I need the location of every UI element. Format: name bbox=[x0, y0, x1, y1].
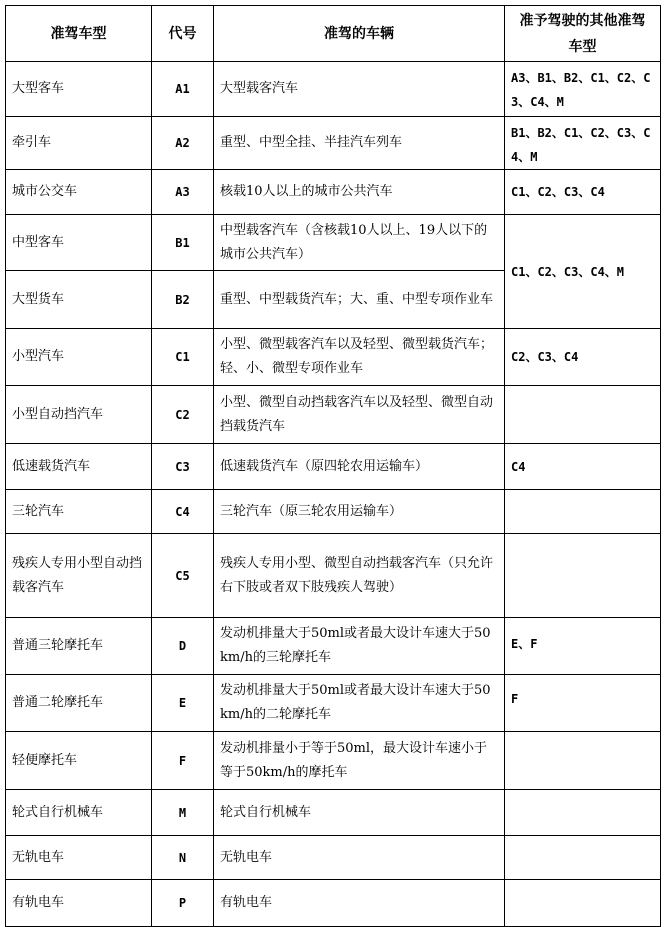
row-other: C1、C2、C3、C4、M bbox=[505, 215, 661, 329]
row-type: 大型货车 bbox=[6, 271, 152, 329]
table-row bbox=[6, 732, 661, 790]
table-row bbox=[6, 880, 661, 927]
row-vehicles: 残疾人专用小型、微型自动挡载客汽车（只允许右下肢或者双下肢残疾人驾驶） bbox=[214, 534, 505, 618]
row-other bbox=[505, 386, 661, 444]
row-other: C1、C2、C3、C4 bbox=[505, 170, 661, 215]
row-code: A1 bbox=[152, 62, 214, 117]
row-code: B2 bbox=[152, 271, 214, 329]
row-code: E bbox=[152, 675, 214, 732]
row-code: C4 bbox=[152, 490, 214, 534]
row-type: 中型客车 bbox=[6, 215, 152, 271]
row-vehicles: 低速载货汽车（原四轮农用运输车） bbox=[214, 444, 505, 490]
table-row bbox=[6, 675, 661, 732]
row-other bbox=[505, 790, 661, 836]
row-code: C1 bbox=[152, 329, 214, 386]
row-code: N bbox=[152, 836, 214, 880]
row-vehicles: 三轮汽车（原三轮农用运输车） bbox=[214, 490, 505, 534]
row-other bbox=[505, 880, 661, 927]
row-code: F bbox=[152, 732, 214, 790]
row-other: F bbox=[505, 675, 661, 732]
row-vehicles: 发动机排量大于50ml或者最大设计车速大于50km/h的三轮摩托车 bbox=[214, 618, 505, 675]
row-code: A2 bbox=[152, 117, 214, 170]
table-row bbox=[6, 329, 661, 386]
row-type: 小型自动挡汽车 bbox=[6, 386, 152, 444]
row-type: 有轨电车 bbox=[6, 880, 152, 927]
header-vehicles: 准驾的车辆 bbox=[214, 6, 505, 62]
table-row bbox=[6, 386, 661, 444]
row-type: 轮式自行机械车 bbox=[6, 790, 152, 836]
header-code: 代号 bbox=[152, 6, 214, 62]
header-other: 准予驾驶的其他准驾车型 bbox=[505, 6, 661, 62]
table-row bbox=[6, 836, 661, 880]
row-type: 牵引车 bbox=[6, 117, 152, 170]
row-other: C4 bbox=[505, 444, 661, 490]
row-type: 小型汽车 bbox=[6, 329, 152, 386]
table-row bbox=[6, 170, 661, 215]
row-vehicles: 重型、中型载货汽车；大、重、中型专项作业车 bbox=[214, 271, 505, 329]
row-vehicles: 发动机排量小于等于50ml，最大设计车速小于等于50km/h的摩托车 bbox=[214, 732, 505, 790]
row-vehicles: 小型、微型载客汽车以及轻型、微型载货汽车；轻、小、微型专项作业车 bbox=[214, 329, 505, 386]
row-code: C3 bbox=[152, 444, 214, 490]
row-type: 残疾人专用小型自动挡载客汽车 bbox=[6, 534, 152, 618]
table-row bbox=[6, 534, 661, 618]
table-row bbox=[6, 444, 661, 490]
row-type: 大型客车 bbox=[6, 62, 152, 117]
row-other: B1、B2、C1、C2、C3、C4、M bbox=[505, 117, 661, 170]
row-other bbox=[505, 534, 661, 618]
row-type: 三轮汽车 bbox=[6, 490, 152, 534]
row-other: C2、C3、C4 bbox=[505, 329, 661, 386]
table-row bbox=[6, 790, 661, 836]
row-code: B1 bbox=[152, 215, 214, 271]
header-row bbox=[6, 6, 661, 62]
row-vehicles: 大型载客汽车 bbox=[214, 62, 505, 117]
row-other bbox=[505, 836, 661, 880]
row-code: A3 bbox=[152, 170, 214, 215]
row-vehicles: 中型载客汽车（含核载10人以上、19人以下的城市公共汽车） bbox=[214, 215, 505, 271]
row-type: 无轨电车 bbox=[6, 836, 152, 880]
row-code: P bbox=[152, 880, 214, 927]
row-code: M bbox=[152, 790, 214, 836]
row-type: 城市公交车 bbox=[6, 170, 152, 215]
row-vehicles: 无轨电车 bbox=[214, 836, 505, 880]
row-vehicles: 轮式自行机械车 bbox=[214, 790, 505, 836]
row-code: C5 bbox=[152, 534, 214, 618]
table-row bbox=[6, 618, 661, 675]
table-row bbox=[6, 490, 661, 534]
row-type: 普通二轮摩托车 bbox=[6, 675, 152, 732]
row-vehicles: 重型、中型全挂、半挂汽车列车 bbox=[214, 117, 505, 170]
license-class-table bbox=[5, 5, 661, 927]
row-other: A3、B1、B2、C1、C2、C3、C4、M bbox=[505, 62, 661, 117]
row-type: 轻便摩托车 bbox=[6, 732, 152, 790]
row-type: 普通三轮摩托车 bbox=[6, 618, 152, 675]
row-other bbox=[505, 490, 661, 534]
row-vehicles: 核载10人以上的城市公共汽车 bbox=[214, 170, 505, 215]
table-row bbox=[6, 215, 661, 271]
row-vehicles: 有轨电车 bbox=[214, 880, 505, 927]
row-code: C2 bbox=[152, 386, 214, 444]
row-other: E、F bbox=[505, 618, 661, 675]
table-row bbox=[6, 62, 661, 117]
row-other bbox=[505, 732, 661, 790]
header-type: 准驾车型 bbox=[6, 6, 152, 62]
row-vehicles: 发动机排量大于50ml或者最大设计车速大于50km/h的二轮摩托车 bbox=[214, 675, 505, 732]
row-type: 低速载货汽车 bbox=[6, 444, 152, 490]
row-vehicles: 小型、微型自动挡载客汽车以及轻型、微型自动挡载货汽车 bbox=[214, 386, 505, 444]
row-code: D bbox=[152, 618, 214, 675]
table-row bbox=[6, 117, 661, 170]
